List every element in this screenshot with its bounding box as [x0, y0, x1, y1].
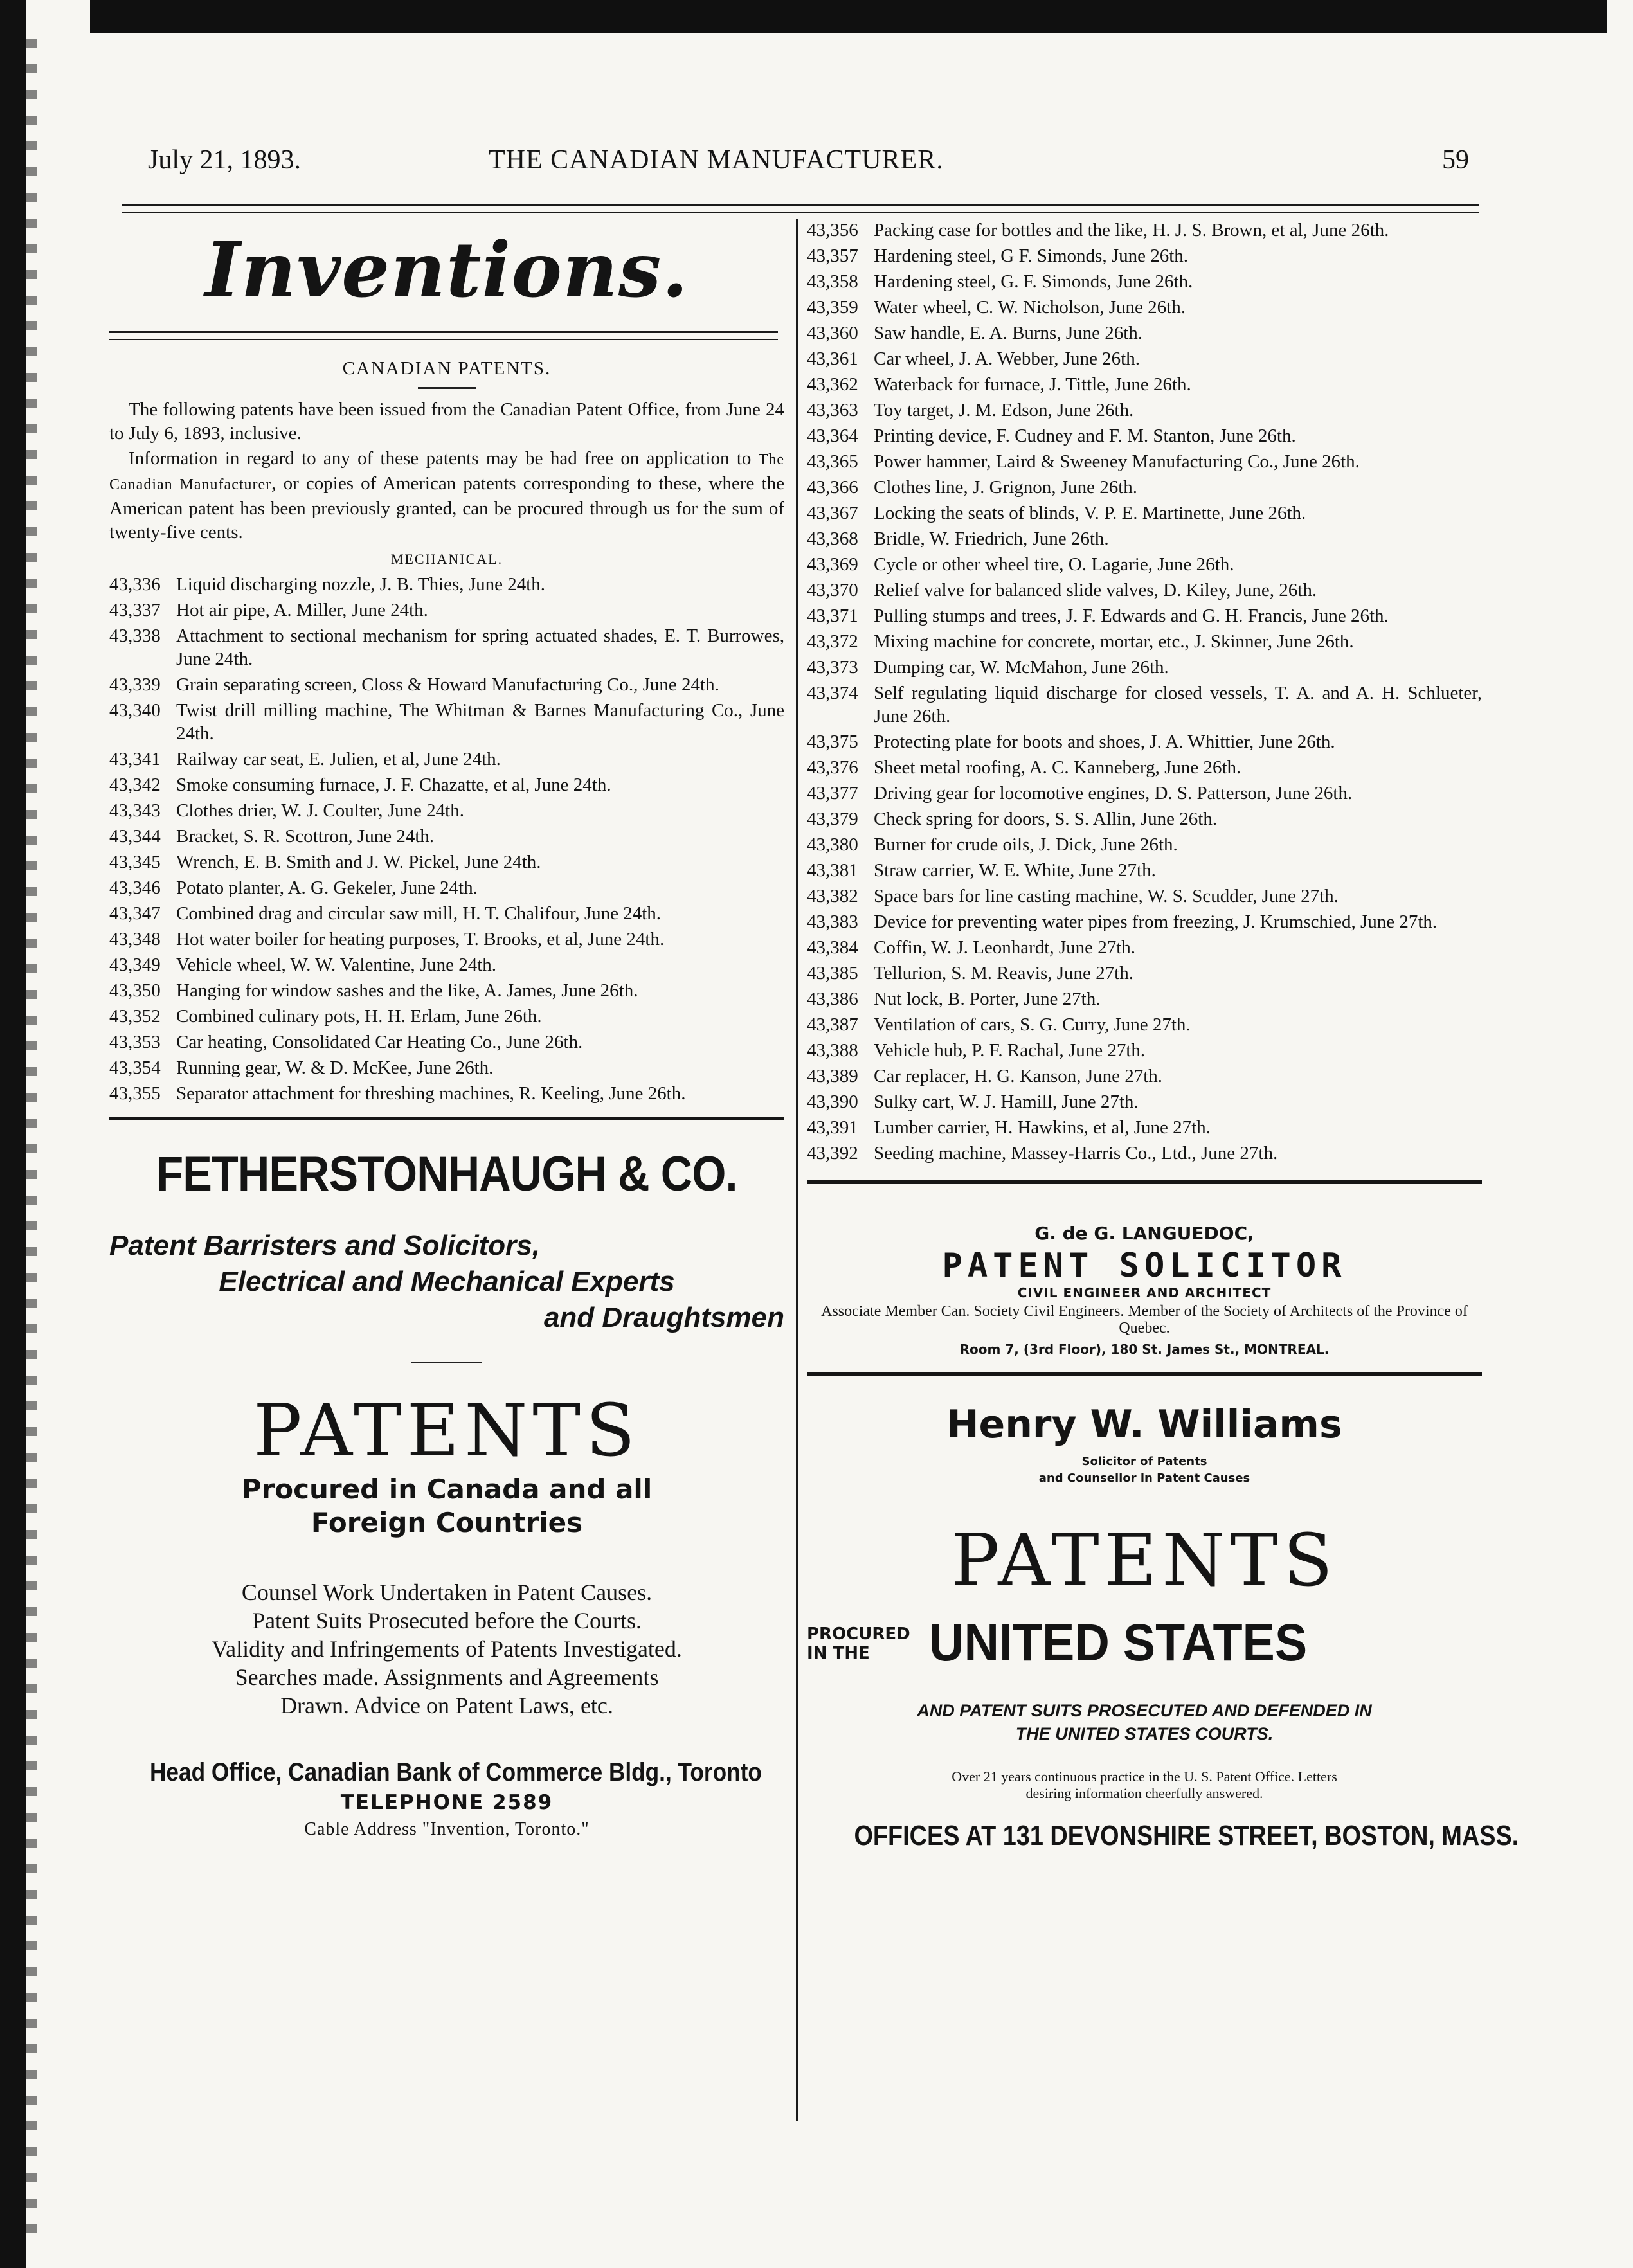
- patent-number: 43,387: [807, 1014, 858, 1035]
- solicitor-memberships: Associate Member Can. Society Civil Engineers. Member of the Society of Architects of the Province of Quebec.: [821, 1303, 1468, 1336]
- patent-description: Water wheel, C. W. Nicholson, June 26th.: [874, 297, 1186, 318]
- services-text: [109, 1578, 784, 1720]
- patent-entry: [807, 321, 1482, 345]
- issue-date: July 21, 1893.: [148, 145, 302, 175]
- patent-entry: [109, 773, 784, 797]
- patent-entry: [807, 424, 1482, 447]
- patent-number: 43,377: [807, 783, 858, 804]
- patent-description: Combined drag and circular saw mill, H. T. Chalifour, June 24th.: [176, 903, 662, 924]
- patent-number: 43,388: [807, 1040, 858, 1061]
- patent-number: 43,337: [109, 600, 161, 620]
- patent-number: 43,372: [807, 631, 858, 652]
- patent-number: 43,350: [109, 980, 161, 1001]
- info-paragraph: Information in regard to any of these patents may be had free on application to The Canadian Manufacturer, or copies of American patents corresponding to these, where the American patent has been previously granted, can be procured through us for the sum of twenty-five cents.: [109, 448, 784, 543]
- patent-entry: [807, 527, 1482, 550]
- patent-description: Potato planter, A. G. Gekeler, June 24th.: [176, 878, 478, 898]
- header-rule: [122, 204, 1479, 213]
- solicitor-name: G. de G. LANGUEDOC,: [1034, 1223, 1254, 1244]
- patent-number: 43,341: [109, 749, 161, 770]
- patent-entry: [109, 851, 784, 874]
- patent-entry: [109, 1030, 784, 1054]
- patent-entry: [807, 553, 1482, 576]
- patent-number: 43,358: [807, 271, 858, 292]
- patent-description: Printing device, F. Cudney and F. M. Stanton, June 26th.: [874, 426, 1296, 446]
- procured-line-1: Procured in Canada and all: [241, 1473, 653, 1505]
- patent-entry: [807, 219, 1482, 242]
- patent-description: Wrench, E. B. Smith and J. W. Pickel, June 24th.: [176, 852, 541, 872]
- patent-description: Cycle or other wheel tire, O. Lagarie, June 26th.: [874, 554, 1234, 575]
- section-title: Inventions.: [204, 225, 689, 314]
- patent-description: Nut lock, B. Porter, June 27th.: [874, 989, 1101, 1009]
- left-column: [109, 219, 784, 1840]
- patent-description: Running gear, W. & D. McKee, June 26th.: [176, 1058, 494, 1078]
- patent-entry: [807, 1065, 1482, 1088]
- patent-description: Hardening steel, G. F. Simonds, June 26th.: [874, 271, 1193, 292]
- publication-name: The Canadian Manufacturer: [109, 451, 784, 493]
- patent-description: Combined culinary pots, H. H. Erlam, June 26th.: [176, 1006, 542, 1027]
- patent-number: 43,374: [807, 683, 858, 703]
- patent-entry: [807, 373, 1482, 396]
- patent-entry: [109, 673, 784, 696]
- offices-address: OFFICES AT 131 DEVONSHIRE STREET, BOSTON, MASS.: [854, 1820, 1519, 1851]
- patent-description: Twist drill milling machine, The Whitman & Barnes Manufacturing Co., June 24th.: [176, 700, 784, 744]
- firm-line-1: Patent Barristers and Solicitors,: [109, 1230, 540, 1261]
- patent-description: Bracket, S. R. Scottron, June 24th.: [176, 826, 435, 847]
- patent-description: Vehicle wheel, W. W. Valentine, June 24th.: [176, 955, 497, 975]
- fetherstonhaugh-ad: [109, 1146, 784, 1840]
- patent-number: 43,384: [807, 937, 858, 958]
- patent-description: Grain separating screen, Closs & Howard Manufacturing Co., June 24th.: [176, 674, 719, 695]
- patent-number: 43,359: [807, 297, 858, 318]
- patent-entry: [807, 833, 1482, 856]
- patent-entry: [807, 782, 1482, 805]
- patent-entry: [807, 244, 1482, 267]
- patent-entry: [807, 476, 1482, 499]
- service-line: Patent Suits Prosecuted before the Courts.: [252, 1608, 642, 1634]
- patent-description: Mixing machine for concrete, mortar, etc., J. Skinner, June 26th.: [874, 631, 1354, 652]
- patent-description: Seeding machine, Massey-Harris Co., Ltd., June 27th.: [874, 1143, 1278, 1164]
- patent-entry: [807, 1013, 1482, 1036]
- firm-line-3: and Draughtsmen: [543, 1302, 784, 1333]
- patent-description: Driving gear for locomotive engines, D. S. Patterson, June 26th.: [874, 783, 1353, 804]
- solicitor-title: PATENT SOLICITOR: [942, 1246, 1347, 1285]
- patent-number: 43,346: [109, 878, 161, 898]
- practice-text: Over 21 years continuous practice in the U. S. Patent Office. Letters desiring information cheerfully answered.: [952, 1769, 1337, 1801]
- patent-entry: [807, 936, 1482, 959]
- patent-entry: [109, 573, 784, 596]
- patent-description: Dumping car, W. McMahon, June 26th.: [874, 657, 1169, 678]
- column-divider: [796, 219, 798, 2121]
- patent-number: 43,366: [807, 477, 858, 498]
- patent-description: Car replacer, H. G. Kanson, June 27th.: [874, 1066, 1163, 1086]
- patent-number: 43,370: [807, 580, 858, 600]
- patent-entry: [807, 1116, 1482, 1139]
- firm-line-2: Electrical and Mechanical Experts: [219, 1266, 675, 1297]
- procured-row: [807, 1613, 1482, 1684]
- patent-number: 43,340: [109, 700, 161, 721]
- patent-description: Power hammer, Laird & Sweeney Manufacturing Co., June 26th.: [874, 451, 1360, 472]
- patent-number: 43,368: [807, 528, 858, 549]
- intro-paragraph: The following patents have been issued from the Canadian Patent Office, from June 24 to July 6, 1893, inclusive.: [109, 399, 784, 444]
- patent-description: Car heating, Consolidated Car Heating Co., June 26th.: [176, 1032, 583, 1052]
- patent-description: Space bars for line casting machine, W. S. Scudder, June 27th.: [874, 886, 1339, 906]
- scan-top-edge: [90, 0, 1607, 33]
- williams-ad: [807, 1402, 1519, 1852]
- patent-description: Hanging for window sashes and the like, A. James, June 26th.: [176, 980, 638, 1001]
- patent-description: Coffin, W. J. Leonhardt, June 27th.: [874, 937, 1136, 958]
- patent-description: Hot air pipe, A. Miller, June 24th.: [176, 600, 428, 620]
- patent-number: 43,352: [109, 1006, 161, 1027]
- patent-number: 43,349: [109, 955, 161, 975]
- solicitor-address: Room 7, (3rd Floor), 180 St. James St., MONTREAL.: [959, 1342, 1330, 1357]
- patent-entry: [807, 756, 1482, 779]
- procured-line-2: Foreign Countries: [311, 1507, 583, 1538]
- head-office: Head Office, Canadian Bank of Commerce Bldg., Toronto: [150, 1758, 762, 1787]
- patent-number: 43,376: [807, 757, 858, 778]
- patent-entry: [807, 730, 1482, 753]
- patent-entry: [807, 681, 1482, 728]
- patent-number: 43,371: [807, 606, 858, 626]
- patent-number: 43,361: [807, 348, 858, 369]
- patent-description: Liquid discharging nozzle, J. B. Thies, June 24th.: [176, 574, 546, 595]
- patent-number: 43,373: [807, 657, 858, 678]
- patent-entry: [109, 699, 784, 745]
- patent-number: 43,343: [109, 800, 161, 821]
- patent-entry: [109, 902, 784, 925]
- subheading: CANADIAN PATENTS.: [342, 358, 552, 379]
- procured-label: PROCURED IN THE: [807, 1625, 910, 1663]
- patent-entry: [109, 876, 784, 899]
- patent-number: 43,354: [109, 1058, 161, 1078]
- patent-entry: [109, 979, 784, 1002]
- patent-number: 43,347: [109, 903, 161, 924]
- publication-title: THE CANADIAN MANUFACTURER.: [489, 145, 944, 175]
- patent-number: 43,357: [807, 246, 858, 266]
- patent-entry: [807, 501, 1482, 525]
- right-patent-list: [807, 219, 1482, 1165]
- ad-short-rule: [411, 1362, 482, 1364]
- solicitor-profession: CIVIL ENGINEER AND ARCHITECT: [1017, 1285, 1272, 1300]
- patent-entry: [807, 450, 1482, 473]
- patent-entry: [807, 1142, 1482, 1165]
- patent-entry: [807, 630, 1482, 653]
- patent-description: Ventilation of cars, S. G. Curry, June 27th.: [874, 1014, 1191, 1035]
- patent-number: 43,345: [109, 852, 161, 872]
- patent-description: Burner for crude oils, J. Dick, June 26th.: [874, 834, 1178, 855]
- patent-entry: [807, 296, 1482, 319]
- patent-entry: [109, 598, 784, 622]
- patent-description: Clothes drier, W. J. Coulter, June 24th.: [176, 800, 464, 821]
- ad-divider: [807, 1372, 1482, 1376]
- patent-description: Vehicle hub, P. F. Rachal, June 27th.: [874, 1040, 1146, 1061]
- scan-left-edge: [0, 0, 26, 2268]
- patent-entry: [807, 885, 1482, 908]
- patent-number: 43,382: [807, 886, 858, 906]
- patent-number: 43,385: [807, 963, 858, 984]
- patent-number: 43,336: [109, 574, 161, 595]
- patent-number: 43,381: [807, 860, 858, 881]
- patent-description: Hot water boiler for heating purposes, T. Brooks, et al, June 24th.: [176, 929, 665, 950]
- patent-entry: [807, 859, 1482, 882]
- patent-description: Straw carrier, W. E. White, June 27th.: [874, 860, 1156, 881]
- patent-number: 43,383: [807, 912, 858, 932]
- patent-number: 43,339: [109, 674, 161, 695]
- patent-entry: [109, 928, 784, 951]
- patent-entry: [807, 1090, 1482, 1113]
- united-states: UNITED STATES: [929, 1614, 1308, 1672]
- patent-description: Saw handle, E. A. Burns, June 26th.: [874, 323, 1143, 343]
- patent-entry: [807, 987, 1482, 1011]
- patent-description: Sulky cart, W. J. Hamill, June 27th.: [874, 1092, 1139, 1112]
- patent-entry: [807, 270, 1482, 293]
- patent-number: 43,369: [807, 554, 858, 575]
- languedoc-ad: [807, 1223, 1482, 1357]
- ad-divider: [109, 1117, 784, 1120]
- right-column: [807, 219, 1519, 1852]
- patent-description: Smoke consuming furnace, J. F. Chazatte, et al, June 24th.: [176, 775, 611, 795]
- patent-description: Tellurion, S. M. Reavis, June 27th.: [874, 963, 1133, 984]
- williams-sub-1: Solicitor of Patents: [1081, 1455, 1207, 1468]
- patent-description: Device for preventing water pipes from freezing, J. Krumschied, June 27th.: [874, 912, 1438, 932]
- patent-number: 43,363: [807, 400, 858, 420]
- patent-entry: [109, 825, 784, 848]
- patent-number: 43,375: [807, 732, 858, 752]
- patent-entry: [807, 1039, 1482, 1062]
- patent-number: 43,342: [109, 775, 161, 795]
- patent-description: Check spring for doors, S. S. Allin, June 26th.: [874, 809, 1218, 829]
- telephone: TELEPHONE 2589: [340, 1791, 554, 1814]
- patent-description: Railway car seat, E. Julien, et al, June 24th.: [176, 749, 501, 770]
- patent-description: Pulling stumps and trees, J. F. Edwards and G. H. Francis, June 26th.: [874, 606, 1389, 626]
- patent-entry: [109, 799, 784, 822]
- patent-entry: [109, 1082, 784, 1105]
- patent-description: Protecting plate for boots and shoes, J. A. Whittier, June 26th.: [874, 732, 1335, 752]
- patent-number: 43,367: [807, 503, 858, 523]
- patent-description: Relief valve for balanced slide valves, D. Kiley, June, 26th.: [874, 580, 1317, 600]
- patent-description: Packing case for bottles and the like, H. J. S. Brown, et al, June 26th.: [874, 220, 1389, 240]
- patent-number: 43,365: [807, 451, 858, 472]
- service-line: Validity and Infringements of Patents Investigated.: [212, 1636, 682, 1662]
- patent-number: 43,355: [109, 1083, 161, 1104]
- patent-number: 43,338: [109, 626, 161, 646]
- patents-heading: PATENTS: [253, 1389, 640, 1473]
- short-rule: [418, 387, 476, 389]
- patent-description: Toy target, J. M. Edson, June 26th.: [874, 400, 1134, 420]
- ad-divider: [807, 1180, 1482, 1184]
- patent-number: 43,386: [807, 989, 858, 1009]
- patent-entry: [807, 962, 1482, 985]
- page-header: [148, 145, 1469, 183]
- patent-description: Separator attachment for threshing machines, R. Keeling, June 26th.: [176, 1083, 686, 1104]
- service-line: Drawn. Advice on Patent Laws, etc.: [280, 1693, 613, 1718]
- service-line: Counsel Work Undertaken in Patent Causes.: [241, 1580, 653, 1605]
- patent-entry: [807, 399, 1482, 422]
- patent-entry: [807, 656, 1482, 679]
- patent-number: 43,389: [807, 1066, 858, 1086]
- patent-entry: [807, 604, 1482, 627]
- patent-description: Self regulating liquid discharge for closed vessels, T. A. and A. H. Schlueter, June 26th.: [874, 683, 1482, 726]
- page-number: 59: [1442, 145, 1469, 175]
- patent-number: 43,344: [109, 826, 161, 847]
- patent-number: 43,362: [807, 374, 858, 395]
- patent-number: 43,380: [807, 834, 858, 855]
- section-rule: [109, 331, 778, 340]
- williams-name: Henry W. Williams: [946, 1402, 1342, 1447]
- patent-description: Lumber carrier, H. Hawkins, et al, June 27th.: [874, 1117, 1211, 1138]
- scan-binding-marks: [26, 39, 37, 2237]
- patent-description: Locking the seats of blinds, V. P. E. Martinette, June 26th.: [874, 503, 1306, 523]
- patent-number: 43,356: [807, 220, 858, 240]
- suits-text: AND PATENT SUITS PROSECUTED AND DEFENDED IN THE UNITED STATES COURTS.: [917, 1701, 1372, 1743]
- cable-address: Cable Address "Invention, Toronto.": [304, 1819, 590, 1839]
- patent-entry: [109, 748, 784, 771]
- left-patent-list: [109, 573, 784, 1105]
- firm-name: FETHERSTONHAUGH & CO.: [156, 1147, 737, 1202]
- service-line: Searches made. Assignments and Agreements: [235, 1664, 659, 1690]
- patent-number: 43,390: [807, 1092, 858, 1112]
- patents-heading: PATENTS: [951, 1519, 1338, 1603]
- patent-entry: [109, 1005, 784, 1028]
- williams-sub-2: and Counsellor in Patent Causes: [1038, 1472, 1250, 1485]
- category-heading: MECHANICAL.: [390, 551, 503, 567]
- patent-entry: [109, 1056, 784, 1079]
- patent-description: Sheet metal roofing, A. C. Kanneberg, June 26th.: [874, 757, 1241, 778]
- patent-description: Clothes line, J. Grignon, June 26th.: [874, 477, 1138, 498]
- patent-number: 43,379: [807, 809, 858, 829]
- patent-entry: [109, 953, 784, 977]
- patent-number: 43,391: [807, 1117, 858, 1138]
- patent-description: Waterback for furnace, J. Tittle, June 26th.: [874, 374, 1191, 395]
- patent-number: 43,348: [109, 929, 161, 950]
- patent-description: Bridle, W. Friedrich, June 26th.: [874, 528, 1109, 549]
- patent-entry: [807, 807, 1482, 831]
- patent-number: 43,360: [807, 323, 858, 343]
- patent-description: Attachment to sectional mechanism for spring actuated shades, E. T. Burrowes, June 24th.: [176, 626, 784, 669]
- patent-number: 43,392: [807, 1143, 858, 1164]
- patent-description: Hardening steel, G F. Simonds, June 26th.: [874, 246, 1189, 266]
- patent-entry: [807, 347, 1482, 370]
- patent-description: Car wheel, J. A. Webber, June 26th.: [874, 348, 1140, 369]
- patent-entry: [807, 910, 1482, 933]
- patent-number: 43,353: [109, 1032, 161, 1052]
- patent-entry: [109, 624, 784, 670]
- patent-number: 43,364: [807, 426, 858, 446]
- patent-entry: [807, 579, 1482, 602]
